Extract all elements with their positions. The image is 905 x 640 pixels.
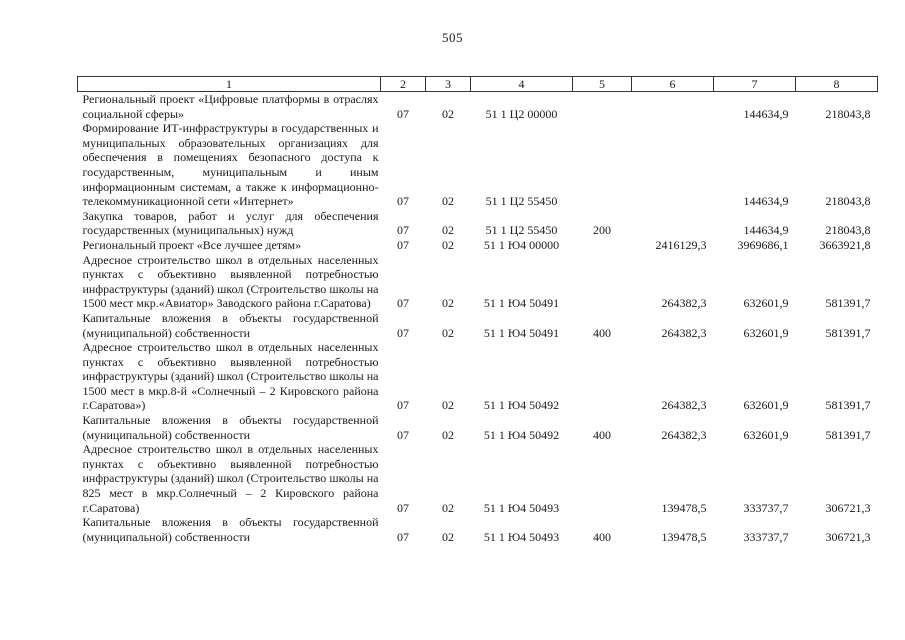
row-amount-3: 218043,8 (825, 106, 871, 121)
row-vr (573, 238, 632, 253)
row-razdel: 07 (397, 427, 409, 442)
row-podrazdel: 02 (442, 296, 454, 311)
row-vr (573, 92, 632, 122)
row-name: Капитальные вложения в объекты государственной (муниципальной) собственности (82, 413, 379, 442)
row-amount-1: 264382,3 (661, 296, 707, 311)
row-name: Капитальные вложения в объекты государственной (муниципальной) собственности (82, 310, 379, 340)
row-amount-3: 581391,7 (825, 427, 871, 442)
table-row (78, 442, 878, 515)
row-razdel: 07 (397, 500, 409, 515)
table-row (78, 311, 878, 340)
row-amount-2: 333737,7 (743, 529, 789, 544)
table-row (78, 340, 878, 413)
column-header-4: 4 (471, 77, 573, 92)
row-csr: 51 1 Ю4 50492 (483, 398, 560, 413)
row-name: Адресное строительство школ в отдельных населенных пунктах с объективно выявленной потребностью инфраструктуры (зданий) школ (Строительство школы на 1500 мест в мкр.8-й «Солнечный – 2 Кировского района г.Саратова») (82, 340, 379, 413)
row-amount-1: 264382,3 (661, 427, 707, 442)
column-header-3: 3 (426, 77, 471, 92)
row-csr: 51 1 Ю4 50492 (483, 427, 560, 442)
row-razdel: 07 (397, 194, 409, 209)
row-name: Адресное строительство школ в отдельных населенных пунктах с объективно выявленной потребностью инфраструктуры (зданий) школ (Строительство школы на 825 мест в мкр.Солнечный – 2 Кировского района г.Саратова) (82, 442, 379, 515)
column-header-5: 5 (573, 77, 632, 92)
row-amount-3: 581391,7 (825, 325, 871, 340)
row-amount-3: 581391,7 (825, 398, 871, 413)
column-header-1: 1 (78, 77, 381, 92)
row-razdel: 07 (397, 529, 409, 544)
row-amount-2: 144634,9 (743, 223, 789, 238)
row-razdel: 07 (397, 398, 409, 413)
row-csr: 51 1 Ю4 50491 (483, 325, 560, 340)
row-vr (573, 121, 632, 209)
column-header-2: 2 (381, 77, 426, 92)
row-amount-1: 264382,3 (661, 398, 707, 413)
row-csr: 51 1 Ю4 00000 (483, 237, 560, 252)
row-amount-2: 632601,9 (743, 325, 789, 340)
row-razdel: 07 (397, 296, 409, 311)
row-name: Адресное строительство школ в отдельных населенных пунктах с объективно выявленной потребностью инфраструктуры (зданий) школ (Строительство школы на 1500 мест мкр.«Авиатор» Заводского района г.Саратова) (82, 252, 379, 311)
row-amount-3: 218043,8 (825, 194, 871, 209)
budget-table (77, 76, 878, 544)
row-amount-3: 218043,8 (825, 223, 871, 238)
row-csr: 51 1 Ю4 50493 (483, 500, 560, 515)
column-header-6: 6 (632, 77, 714, 92)
row-amount-2: 333737,7 (743, 500, 789, 515)
row-amount-3: 306721,3 (825, 529, 871, 544)
row-amount-2: 632601,9 (743, 398, 789, 413)
table-row (78, 253, 878, 311)
row-name: Региональный проект «Все лучшее детям» (82, 237, 302, 252)
row-name: Формирование ИТ-инфраструктуры в государственных и муниципальных образовательных организациях для обеспечения в помещениях безопасного доступа к государственным, муниципальным и иным информационным системам, а также к информационно-телекоммуникационной сети «Интернет» (82, 121, 379, 209)
table-row (78, 92, 878, 122)
row-amount-1 (632, 209, 714, 238)
row-amount-3: 581391,7 (825, 296, 871, 311)
row-amount-1: 264382,3 (661, 325, 707, 340)
table-row (78, 238, 878, 253)
column-header-8: 8 (796, 77, 878, 92)
row-amount-1: 139478,5 (661, 500, 707, 515)
row-csr: 51 1 Ю4 50493 (483, 529, 560, 544)
table-row (78, 121, 878, 209)
row-podrazdel: 02 (442, 194, 454, 209)
row-amount-2: 144634,9 (743, 106, 789, 121)
row-csr: 51 1 Ц2 00000 (485, 106, 558, 121)
row-amount-2: 632601,9 (743, 296, 789, 311)
row-amount-2: 632601,9 (743, 427, 789, 442)
row-amount-3: 306721,3 (825, 500, 871, 515)
row-razdel: 07 (397, 223, 409, 238)
row-podrazdel: 02 (442, 529, 454, 544)
row-podrazdel: 02 (442, 427, 454, 442)
row-csr: 51 1 Ц2 55450 (485, 223, 558, 238)
row-podrazdel: 02 (442, 106, 454, 121)
row-vr: 400 (593, 529, 611, 544)
row-vr: 400 (593, 427, 611, 442)
row-podrazdel: 02 (442, 237, 454, 252)
row-amount-1 (632, 92, 714, 122)
row-amount-1: 139478,5 (661, 529, 707, 544)
row-name: Закупка товаров, работ и услуг для обеспечения государственных (муниципальных) нужд (82, 208, 379, 238)
row-name: Региональный проект «Цифровые платформы в отраслях социальной сферы» (82, 92, 379, 121)
row-amount-2: 3969686,1 (737, 237, 789, 252)
row-podrazdel: 02 (442, 325, 454, 340)
row-vr (573, 253, 632, 311)
row-amount-1 (632, 121, 714, 209)
row-vr: 200 (593, 223, 611, 238)
row-razdel: 07 (397, 237, 409, 252)
row-vr (573, 340, 632, 413)
column-number-header-row (78, 77, 878, 92)
column-header-7: 7 (714, 77, 796, 92)
row-amount-3: 3663921,8 (819, 237, 871, 252)
row-csr: 51 1 Ю4 50491 (483, 296, 560, 311)
table-row (78, 209, 878, 238)
row-podrazdel: 02 (442, 398, 454, 413)
row-podrazdel: 02 (442, 223, 454, 238)
row-podrazdel: 02 (442, 500, 454, 515)
row-razdel: 07 (397, 325, 409, 340)
row-vr (573, 442, 632, 515)
row-vr: 400 (593, 325, 611, 340)
table-row (78, 413, 878, 442)
row-name: Капитальные вложения в объекты государственной (муниципальной) собственности (82, 515, 379, 544)
row-csr: 51 1 Ц2 55450 (485, 194, 558, 209)
row-razdel: 07 (397, 106, 409, 121)
table-row (78, 515, 878, 544)
row-amount-2: 144634,9 (743, 194, 789, 209)
page-number: 505 (442, 30, 463, 45)
row-amount-1: 2416129,3 (655, 237, 707, 252)
